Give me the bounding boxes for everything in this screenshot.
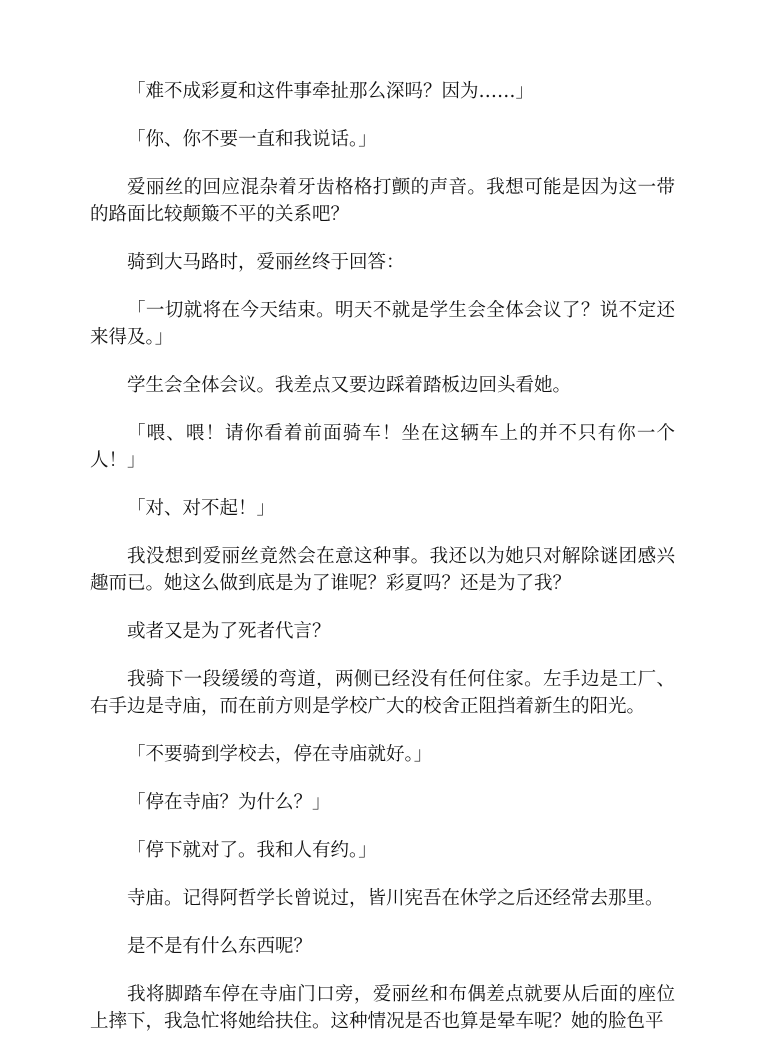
paragraph: 「不要骑到学校去，停在寺庙就好。」 xyxy=(127,744,433,765)
paragraph: 是不是有什么东西呢？ xyxy=(127,936,313,957)
paragraph: 或者又是为了死者代言？ xyxy=(127,621,331,642)
paragraph: 「停下就对了。我和人有约。」 xyxy=(127,840,377,861)
paragraph: 「你、你不要一直和我说话。」 xyxy=(127,129,377,150)
paragraph: 我骑下一段缓缓的弯道，两侧已经没有任何住家。左手边是工厂、右手边是寺庙，而在前方则是学校广大的校舍正阻挡着新生的阳光。 xyxy=(90,669,675,717)
paragraph: 我将脚踏车停在寺庙门口旁，爱丽丝和布偶差点就要从后面的座位上摔下，我急忙将她给扶住。这种情况是否也算是晕车呢？她的脸色平 xyxy=(90,984,675,1032)
paragraph: 「停在寺庙？为什么？」 xyxy=(127,792,331,813)
paragraph: 「对、对不起！」 xyxy=(127,498,276,519)
paragraph: 「一切就将在今天结束。明天不就是学生会全体会议了？说不定还来得及。」 xyxy=(90,300,675,348)
paragraph: 「喂、喂！请你看着前面骑车！坐在这辆车上的并不只有你一个人！」 xyxy=(90,423,675,471)
paragraph: 我没想到爱丽丝竟然会在意这种事。我还以为她只对解除谜团感兴趣而已。她这么做到底是为了谁呢？彩夏吗？还是为了我？ xyxy=(90,546,675,594)
paragraph: 爱丽丝的回应混杂着牙齿格格打颤的声音。我想可能是因为这一带的路面比较颠簸不平的关系吧？ xyxy=(90,177,675,225)
paragraph: 「难不成彩夏和这件事牵扯那么深吗？因为……」 xyxy=(127,81,535,102)
paragraph: 学生会全体会议。我差点又要边踩着踏板边回头看她。 xyxy=(127,375,572,396)
book-page-text xyxy=(90,78,675,1056)
paragraph: 寺庙。记得阿哲学长曾说过，皆川宪吾在休学之后还经常去那里。 xyxy=(127,888,664,909)
paragraph: 骑到大马路时，爱丽丝终于回答： xyxy=(127,252,405,273)
